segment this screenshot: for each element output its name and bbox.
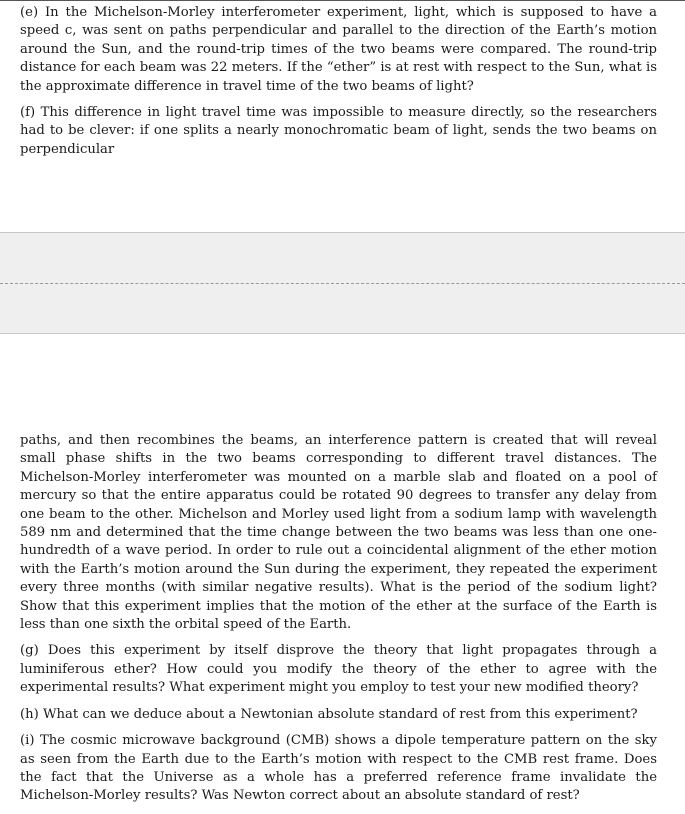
paragraph-e: (e) In the Michelson-Morley interferometer experiment, light, which is supposed to have a speed c, was sent on paths perpendicular and parallel to the direction of the Earth’s motion around the Sun, and the round-trip times of the two beams were compared. The round-trip distance for each beam was 22 meters. If the “ether” is at rest with respect to the Sun, what is the approximate difference in travel time of the two beams of light?	[20, 5, 657, 94]
page-top	[0, 0, 685, 167]
paragraph-f-start: (f) This difference in light travel time was impossible to measure directly, so the researchers had to be clever: if one splits a nearly monochromatic beam of light, sends the two beams on perpendicular	[20, 105, 657, 157]
paragraph-i: (i) The cosmic microwave background (CMB) shows a dipole temperature pattern on the sky as seen from the Earth due to the Earth’s motion with respect to the CMB rest frame. Does the fact that the Universe as a whole has a preferred reference frame invalidate the Michelson-Morley results? Was Newton correct about an absolute standard of rest?	[20, 733, 657, 804]
paragraph-g: (g) Does this experiment by itself disprove the theory that light propagates through a luminiferous ether? How could you modify the theory of the ether to agree with the experimental results? What experiment might you employ to test your new modified theory?	[20, 643, 657, 696]
paragraph-h: (h) What can we deduce about a Newtonian absolute standard of rest from this experiment?	[20, 706, 638, 722]
page-break-divider	[0, 283, 685, 284]
page-bottom	[0, 432, 685, 814]
paragraph-f-end: paths, and then recombines the beams, an interference pattern is created that will reveal small phase shifts in the two beams corresponding to different travel distances. The Michelson-Morley interferometer was mounted on a marble slab and floated on a pool of mercury so that the entire apparatus could be rotated 90 degrees to transfer any delay from one beam to the other. Michelson and Morley used light from a sodium lamp with wavelength 589 nm and determined that the time change between the two beams was less than one one-hundredth of a wave period. In order to rule out a coincidental alignment of the ether motion with the Earth’s motion around the Sun during the experiment, they repeated the experiment every three months (with similar negative results). What is the period of the sodium light? Show that this experiment implies that the motion of the ether at the surface of the Earth is less than one sixth the orbital speed of the Earth.	[20, 433, 657, 633]
page-gap	[0, 232, 685, 334]
